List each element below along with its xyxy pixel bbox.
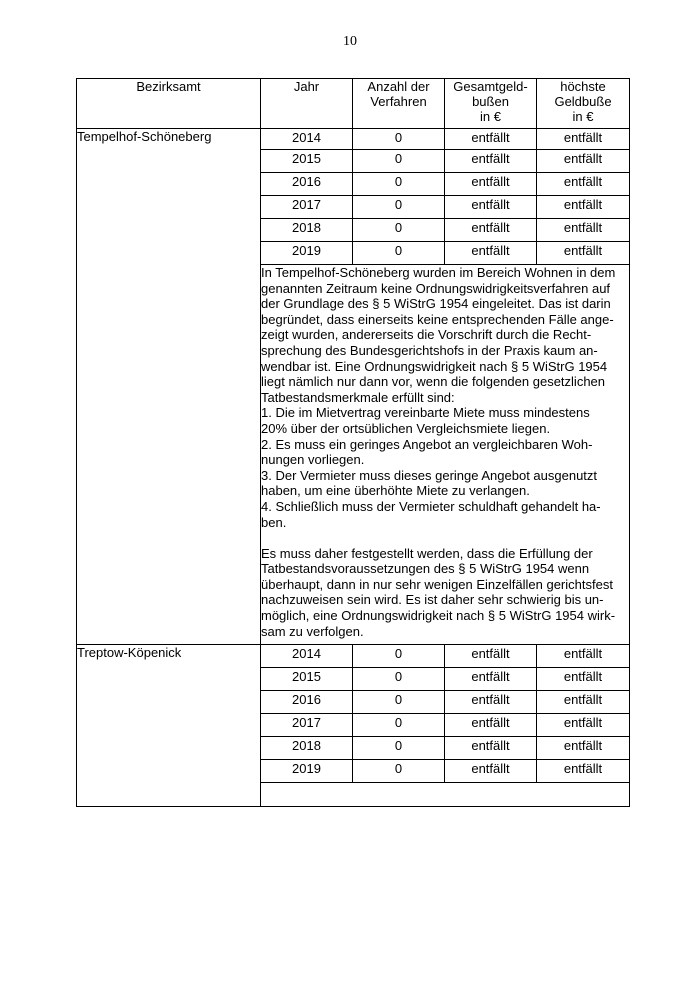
total-cell: entfällt	[445, 219, 537, 242]
year-cell: 2016	[261, 173, 353, 196]
count-cell: 0	[353, 691, 445, 714]
max-cell: entfällt	[537, 691, 630, 714]
count-cell: 0	[353, 645, 445, 668]
count-cell: 0	[353, 737, 445, 760]
year-cell: 2014	[261, 129, 353, 150]
year-cell: 2017	[261, 714, 353, 737]
count-cell: 0	[353, 196, 445, 219]
header-total-fines: Gesamtgeld- bußen in €	[445, 79, 537, 129]
max-cell: entfällt	[537, 242, 630, 265]
max-cell: entfällt	[537, 150, 630, 173]
table-row	[77, 129, 630, 150]
fines-table	[76, 78, 630, 807]
total-cell: entfällt	[445, 129, 537, 150]
total-cell: entfällt	[445, 714, 537, 737]
header-year: Jahr	[261, 79, 353, 129]
total-cell: entfällt	[445, 691, 537, 714]
max-cell: entfällt	[537, 196, 630, 219]
max-cell: entfällt	[537, 129, 630, 150]
count-cell: 0	[353, 150, 445, 173]
year-cell: 2014	[261, 645, 353, 668]
header-district: Bezirksamt	[77, 79, 261, 129]
total-cell: entfällt	[445, 173, 537, 196]
year-cell: 2017	[261, 196, 353, 219]
header-max-fine: höchste Geldbuße in €	[537, 79, 630, 129]
max-cell: entfällt	[537, 760, 630, 783]
year-cell: 2018	[261, 219, 353, 242]
total-cell: entfällt	[445, 645, 537, 668]
max-cell: entfällt	[537, 173, 630, 196]
year-cell: 2018	[261, 737, 353, 760]
year-cell: 2019	[261, 242, 353, 265]
table-row	[77, 645, 630, 668]
table-header-row	[77, 79, 630, 129]
total-cell: entfällt	[445, 668, 537, 691]
header-count: Anzahl der Verfahren	[353, 79, 445, 129]
page-number: 10	[343, 34, 357, 49]
total-cell: entfällt	[445, 760, 537, 783]
max-cell: entfällt	[537, 668, 630, 691]
total-cell: entfällt	[445, 150, 537, 173]
empty-note-cell	[261, 783, 630, 807]
count-cell: 0	[353, 219, 445, 242]
max-cell: entfällt	[537, 219, 630, 242]
max-cell: entfällt	[537, 645, 630, 668]
count-cell: 0	[353, 714, 445, 737]
year-cell: 2016	[261, 691, 353, 714]
count-cell: 0	[353, 129, 445, 150]
total-cell: entfällt	[445, 737, 537, 760]
total-cell: entfällt	[445, 196, 537, 219]
count-cell: 0	[353, 242, 445, 265]
max-cell: entfällt	[537, 737, 630, 760]
max-cell: entfällt	[537, 714, 630, 737]
district-name: Tempelhof-Schöneberg	[77, 129, 261, 645]
year-cell: 2019	[261, 760, 353, 783]
explanation-note: In Tempelhof-Schöneberg wurden im Bereich Wohnen in dem genannten Zeitraum keine Ordnungswidrigkeitsverfahren auf der Grundlage des § 5 WiStrG 1954 eingeleitet. Das ist darin begründet, dass einerseits keine entsprechenden Fälle ange- zeigt wurden, andererseits die Vorschrift durch die Recht- sprechung des Bundesgerichtshofs in der Praxis kaum an- wendbar ist. Eine Ordnungswidrigkeit nach § 5 WiStrG 1954 liegt nämlich nur dann vor, wenn die folgenden gesetzlichen Tatbestandsmerkmale erfüllt sind: 1. Die im Mietvertrag vereinbarte Miete muss mindestens 20% über der ortsüblichen Vergleichsmiete liegen. 2. Es muss ein geringes Angebot an vergleichbaren Woh- nungen vorliegen. 3. Der Vermieter muss dieses geringe Angebot ausgenutzt haben, um eine überhöhte Miete zu verlangen. 4. Schließlich muss der Vermieter schuldhaft gehandelt ha- ben. Es muss daher festgestellt werden, dass die Erfüllung der Tatbestandsvoraussetzungen des § 5 WiStrG 1954 wenn überhaupt, dann in nur sehr wenigen Einzelfällen gerichtsfest nachzuweisen sein wird. Es ist daher sehr schwierig bis un- möglich, eine Ordnungswidrigkeit nach § 5 WiStrG 1954 wirk- sam zu verfolgen.	[261, 265, 630, 645]
total-cell: entfällt	[445, 242, 537, 265]
count-cell: 0	[353, 668, 445, 691]
year-cell: 2015	[261, 150, 353, 173]
year-cell: 2015	[261, 668, 353, 691]
count-cell: 0	[353, 760, 445, 783]
count-cell: 0	[353, 173, 445, 196]
district-name: Treptow-Köpenick	[77, 645, 261, 807]
